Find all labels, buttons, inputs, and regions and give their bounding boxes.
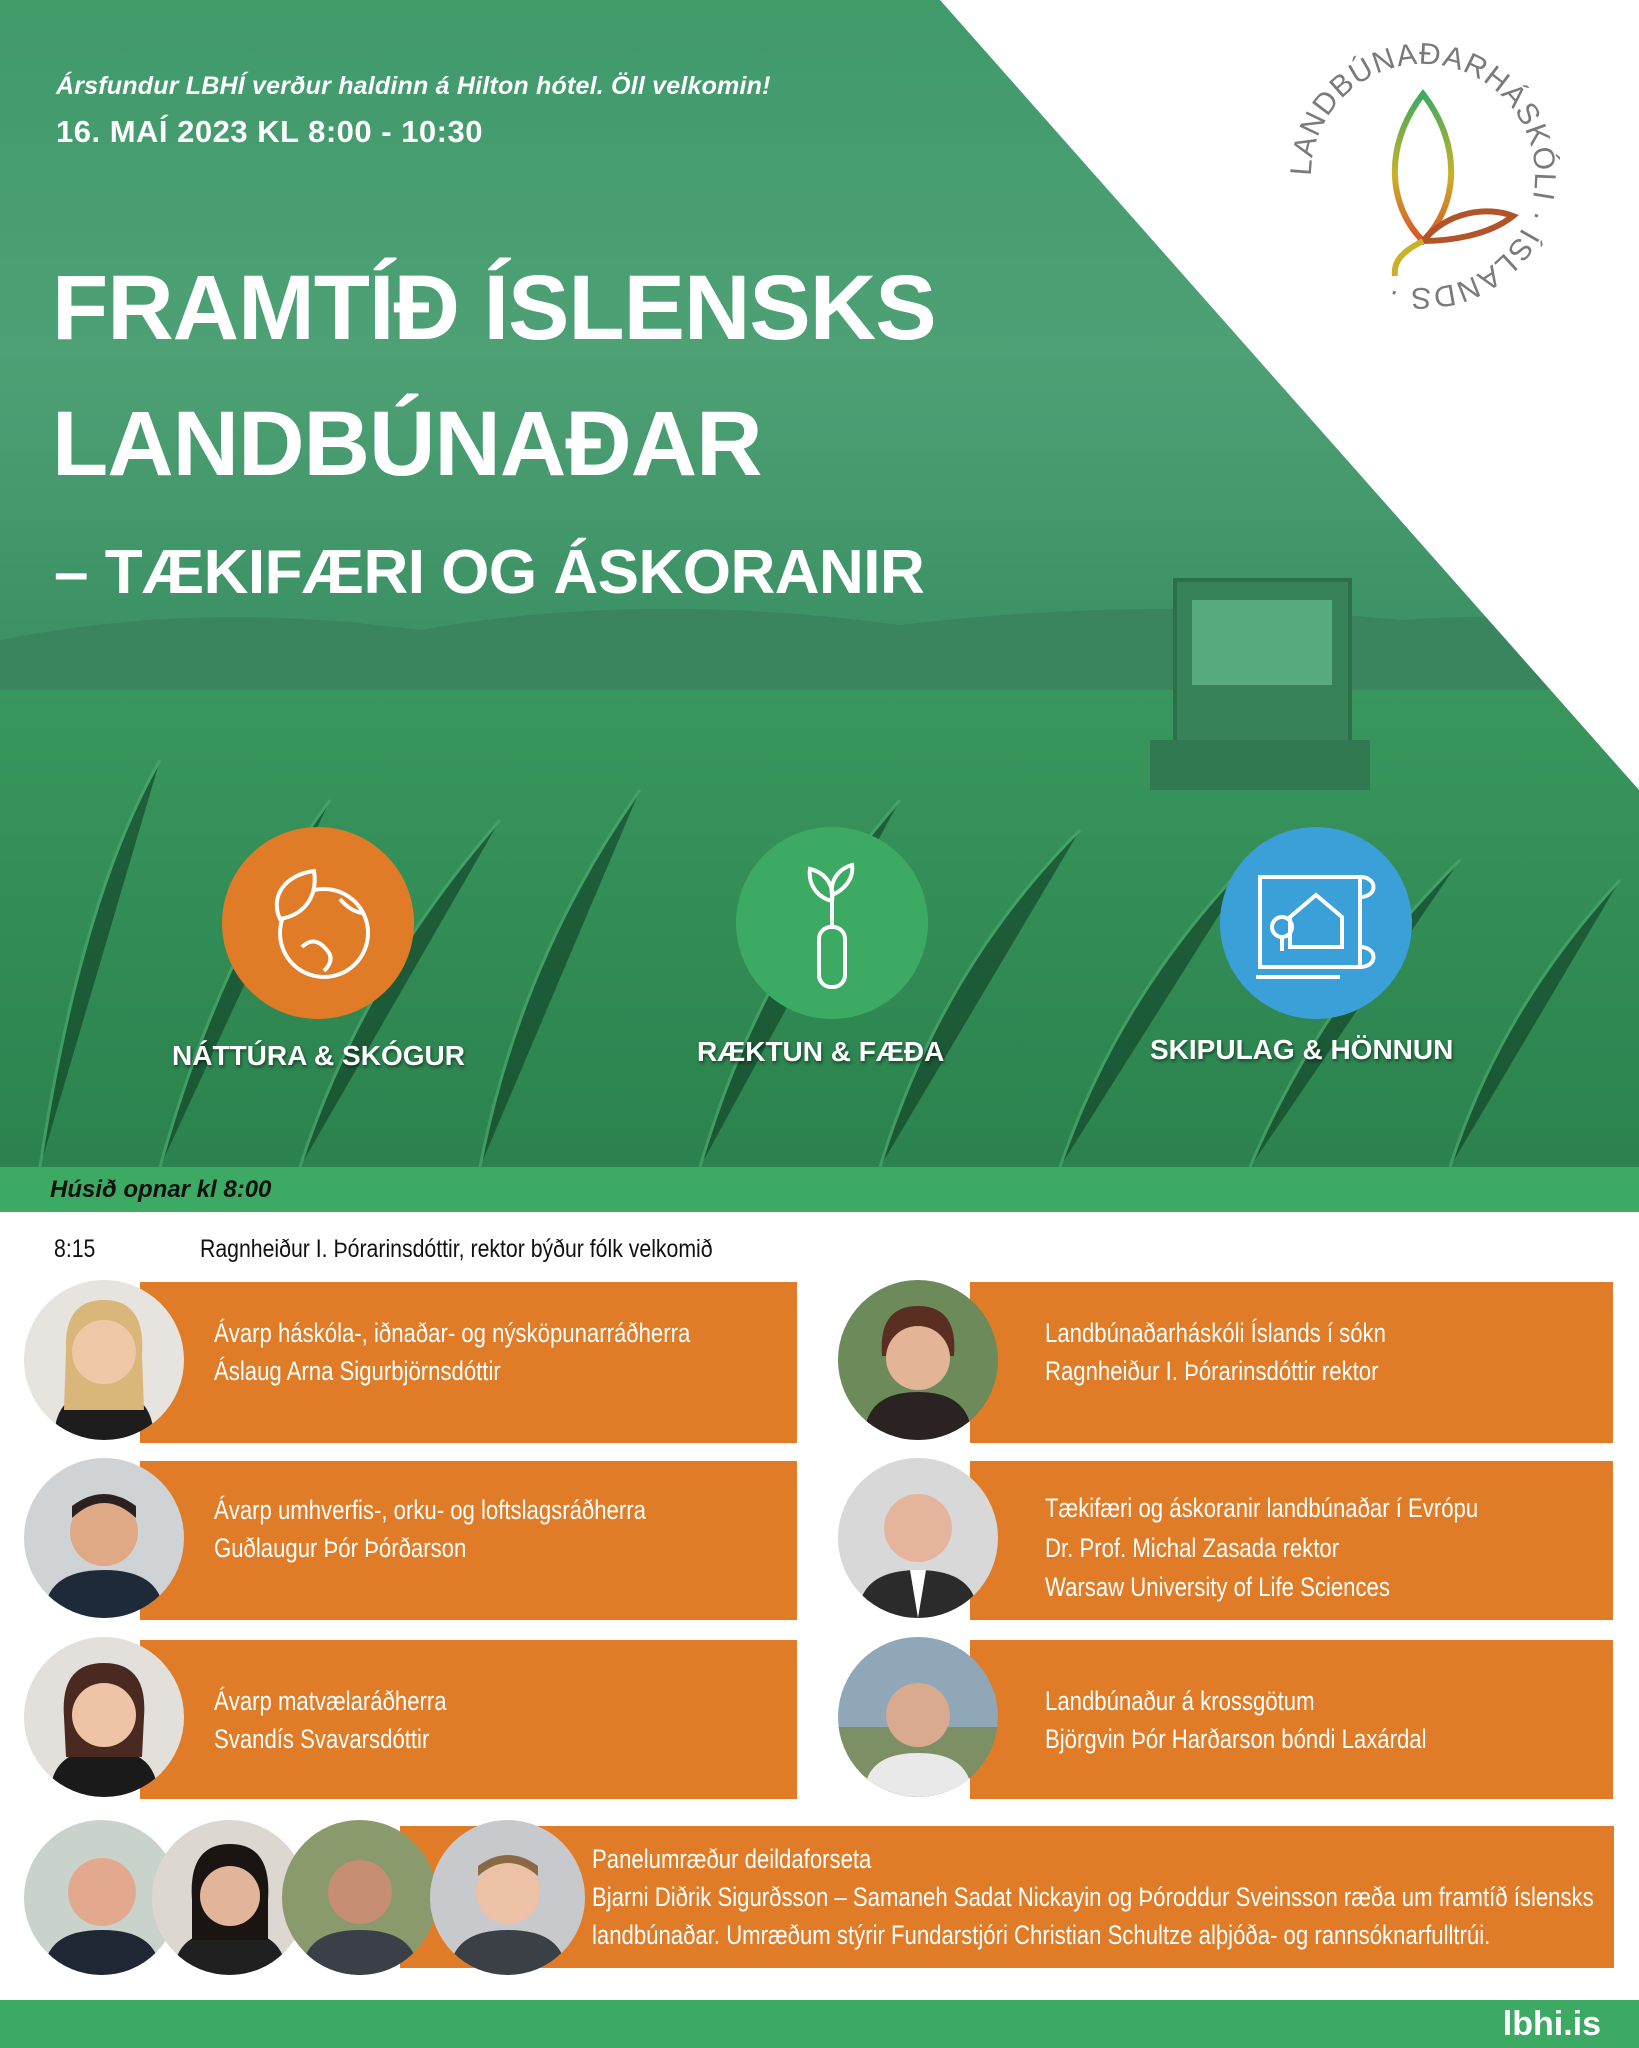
cultivation-food-circle xyxy=(736,827,928,1019)
talk-speaker: Dr. Prof. Michal Zasada rektor xyxy=(1045,1533,1340,1563)
sprout-tube-icon xyxy=(736,827,928,1019)
talk-card-6 xyxy=(970,1640,1613,1799)
planning-design-circle xyxy=(1220,827,1412,1019)
speaker-photo-5 xyxy=(24,1637,184,1797)
talk-card-4 xyxy=(970,1461,1613,1620)
category-label-cultivation: RÆKTUN & FÆÐA xyxy=(697,1036,945,1067)
talk-speaker: Áslaug Arna Sigurbjörnsdóttir xyxy=(214,1356,501,1386)
page-subtitle: – TÆKIFÆRI OG ÁSKORANIR xyxy=(54,538,925,607)
talk-title: Landbúnaðarháskóli Íslands í sókn xyxy=(1045,1318,1386,1348)
panel-photo-3 xyxy=(282,1820,437,1975)
nature-forest-circle xyxy=(222,827,414,1019)
page-title-line2: LANDBÚNAÐAR xyxy=(52,393,762,495)
panel-description-line1: Bjarni Diðrik Sigurðsson – Samaneh Sadat Nickayin og Þóroddur Sveinsson ræða um framtíð íslensks xyxy=(592,1882,1594,1912)
category-label-planning: SKIPULAG & HÖNNUN xyxy=(1150,1034,1454,1065)
panel-description-line2: landbúnaðar. Umræðum stýrir Fundarstjóri Christian Schultze alþjóða- og rannsóknarfulltrúi. xyxy=(592,1920,1491,1950)
talk-card-2 xyxy=(970,1282,1613,1443)
speaker-photo-2 xyxy=(838,1280,998,1440)
speaker-photo-6 xyxy=(838,1637,998,1797)
intro-text: Ársfundur LBHÍ verður haldinn á Hilton hótel. Öll velkomin! xyxy=(56,72,771,100)
speaker-photo-3 xyxy=(24,1458,184,1618)
doors-open-text: Húsið opnar kl 8:00 xyxy=(50,1176,272,1203)
welcome-time: 8:15 xyxy=(54,1235,96,1263)
event-date: 16. MAÍ 2023 KL 8:00 - 10:30 xyxy=(56,114,483,149)
talk-card-3 xyxy=(140,1461,797,1620)
university-logo xyxy=(1283,36,1563,316)
talk-title: Landbúnaður á krossgötum xyxy=(1045,1686,1315,1716)
leaf-globe-icon xyxy=(222,827,414,1019)
talk-title: Ávarp umhverfis-, orku- og loftslagsráðherra xyxy=(214,1495,646,1525)
blueprint-house-icon xyxy=(1220,827,1412,1019)
talk-speaker: Svandís Svavarsdóttir xyxy=(214,1724,430,1754)
talk-card-5 xyxy=(140,1640,797,1799)
talk-title: Ávarp háskóla-, iðnaðar- og nýsköpunarráðherra xyxy=(214,1318,691,1348)
talk-speaker: Ragnheiður I. Þórarinsdóttir rektor xyxy=(1045,1356,1379,1386)
svg-text:LANDBÚNAÐARHÁSKÓLI · ÍSLANDS · xyxy=(1285,38,1562,315)
page-title-line1: FRAMTÍÐ ÍSLENSKS xyxy=(52,257,936,359)
panel-title: Panelumræður deildaforseta xyxy=(592,1844,872,1874)
talk-card-1 xyxy=(140,1282,797,1443)
speaker-photo-1 xyxy=(24,1280,184,1440)
welcome-text: Ragnheiður I. Þórarinsdóttir, rektor býður fólk velkomið xyxy=(200,1235,713,1263)
website-link[interactable]: lbhi.is xyxy=(1502,2005,1601,2043)
talk-speaker: Guðlaugur Þór Þórðarson xyxy=(214,1533,467,1563)
category-label-nature: NÁTTÚRA & SKÓGUR xyxy=(172,1040,465,1071)
panel-photo-4 xyxy=(430,1820,585,1975)
footer-bar xyxy=(0,2000,1639,2048)
logo-ring-text: LANDBÚNAÐARHÁSKÓLI · ÍSLANDS · xyxy=(1284,37,1562,315)
talk-title: Tækifæri og áskoranir landbúnaðar í Evrópu xyxy=(1045,1493,1479,1523)
talk-title: Ávarp matvælaráðherra xyxy=(214,1686,447,1716)
speaker-photo-4 xyxy=(838,1458,998,1618)
talk-speaker: Björgvin Þór Harðarson bóndi Laxárdal xyxy=(1045,1724,1427,1754)
talk-affiliation: Warsaw University of Life Sciences xyxy=(1045,1572,1390,1602)
doors-open-bar xyxy=(0,1167,1639,1212)
